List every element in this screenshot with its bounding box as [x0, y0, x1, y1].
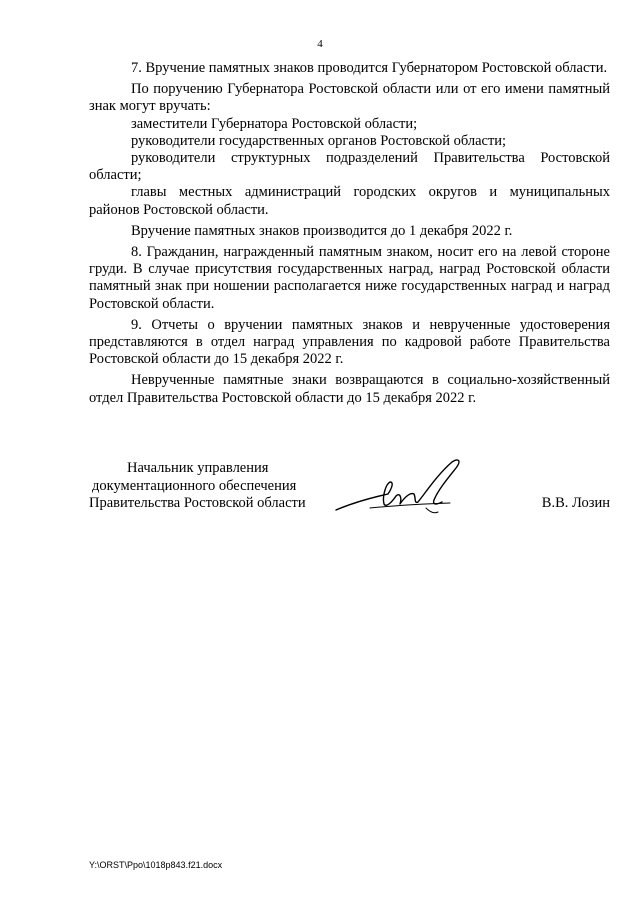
paragraph-delegation: По поручению Губернатора Ростовской области или от его имени памятный знак могут вручать: [89, 81, 610, 115]
page-number: 4 [317, 38, 323, 50]
signatory-title-line-3: Правительства Ростовской области [89, 495, 306, 511]
list-item-state-bodies: руководители государственных органов Ростовской области; [131, 132, 507, 149]
paragraph-item-8: 8. Гражданин, награжденный памятным знаком, носит его на левой стороне груди. В случае присутствия государственных наград, наград Ростовской области памятный знак при ношении располагается ниже государственных наград и наград Ростовской области. [89, 244, 610, 312]
paragraph-return: Неврученные памятные знаки возвращаются в социально-хозяйственный отдел Правительства Ростовской области до 15 декабря 2022 г. [89, 372, 610, 406]
paragraph-item-7: 7. Вручение памятных знаков проводится Губернатором Ростовской области. [131, 60, 608, 76]
list-item-deputies: заместители Губернатора Ростовской области; [131, 115, 418, 132]
file-path-footer: Y:\ORST\Ppo\1018p843.f21.docx [89, 860, 223, 870]
handwritten-signature [330, 452, 480, 532]
signatory-title [89, 460, 329, 513]
paragraph-deadline: Вручение памятных знаков производится до 1 декабря 2022 г. [131, 222, 513, 239]
document-body [89, 60, 610, 407]
list-item-structural-units: руководители структурных подразделений Правительства Ростовской области; [89, 150, 610, 184]
list-item-local-heads: главы местных администраций городских округов и муниципальных районов Ростовской области. [89, 184, 610, 218]
signatory-title-line-1: Начальник управления [127, 460, 269, 476]
signatory-name: В.В. Лозин [541, 495, 610, 511]
signatory-title-line-2: документационного обеспечения [92, 477, 297, 494]
paragraph-item-9: 9. Отчеты о вручении памятных знаков и неврученные удостоверения представляются в отдел наград управления по кадровой работе Правительства Ростовской области до 15 декабря 2022 г. [89, 316, 610, 368]
